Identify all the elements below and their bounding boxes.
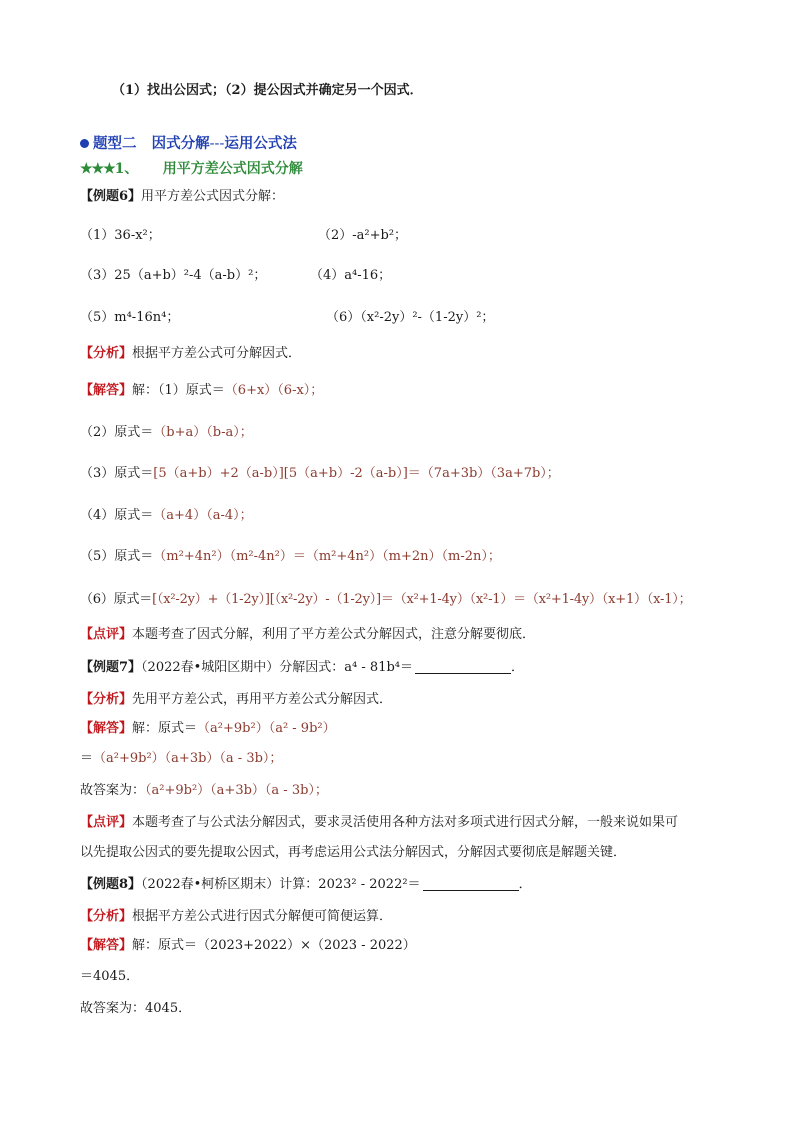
final-lead: 故答案为： — [80, 783, 146, 798]
answer-value: （m²+4n²）（m²-4n²）＝（m²+4n²）（m+2n）（m-2n）； — [153, 549, 501, 564]
answer-lead: 解：原式＝ — [132, 721, 198, 736]
instruction-line: （1）找出公因式；（2）提公因式并确定另一个因式． — [112, 83, 423, 98]
answer-blank[interactable] — [423, 876, 519, 891]
section-heading — [80, 135, 297, 153]
ex7-comment-1 — [80, 814, 678, 832]
answer-tag: 【解答】 — [80, 938, 133, 953]
ex8-answer-1 — [80, 937, 416, 955]
final-value: （a²+9b²）（a+3b）（a - 3b）； — [145, 783, 328, 798]
example6-prompt: 用平方差公式因式分解： — [141, 189, 285, 204]
comment-text: 本题考查了与公式法分解因式，要求灵活使用各种方法对多项式进行因式分解，一般来说如果可 — [132, 815, 679, 830]
analysis-text: 先用平方差公式，再用平方差公式分解因式． — [132, 692, 393, 707]
example7-end: ． — [511, 660, 525, 675]
ex6-answer-1 — [80, 382, 323, 400]
subsection-title: 用平方差公式因式分解 — [162, 161, 303, 177]
ex6-answer-2 — [80, 424, 253, 442]
subsection-number: 1、 — [114, 161, 139, 177]
answer-value: [（x²-2y）+（1-2y）][（x²-2y）-（1-2y）]＝（x²+1-4y）（x²-1）＝（x²+1-4y）（x+1）（x-1）； — [152, 592, 692, 607]
example7-source: （2022春•城阳区期中）分解因式：a⁴ - 81b⁴＝ — [141, 660, 413, 675]
section-prefix: 题型二 — [93, 135, 137, 152]
ex6-item-5: （5）m⁴-16n⁴； — [80, 310, 180, 325]
answer-lead: ＝ — [80, 751, 94, 766]
ex6-analysis — [80, 345, 301, 363]
answer-tag: 【解答】 — [80, 721, 133, 736]
example8-source: （2022春•柯桥区期末）计算：2023² - 2022²＝ — [141, 877, 421, 892]
bullet-dot-icon — [80, 139, 89, 148]
example8-tag: 【例题8】 — [80, 877, 142, 892]
ex7-answer-1 — [80, 720, 336, 738]
example7-header — [80, 659, 524, 677]
ex6-answer-6 — [80, 591, 691, 609]
ex6-item-2: （2）-a²+b²； — [318, 228, 408, 243]
answer-lead: （4）原式＝ — [80, 508, 154, 523]
ex6-answer-3 — [80, 465, 560, 483]
analysis-tag: 【分析】 — [80, 346, 133, 361]
ex7-answer-2 — [80, 750, 282, 768]
ex8-answer-2: ＝4045． — [80, 969, 140, 984]
section-title: 因式分解 — [151, 135, 210, 152]
comment-tag: 【点评】 — [80, 627, 133, 642]
analysis-tag: 【分析】 — [80, 692, 133, 707]
answer-value: （a²+9b²）（a² - 9b²） — [197, 721, 336, 736]
example6-header — [80, 188, 284, 206]
ex8-final: 故答案为：4045． — [80, 1001, 192, 1016]
ex6-item-6: （6）（x²-2y）²-（1-2y）²； — [326, 310, 495, 325]
answer-lead: （3）原式＝ — [80, 466, 154, 481]
answer-lead: 解：（1）原式＝ — [132, 383, 225, 398]
subsection-heading — [80, 160, 303, 178]
ex6-item-1: （1）36-x²； — [80, 228, 161, 243]
ex6-answer-5 — [80, 548, 501, 566]
answer-blank[interactable] — [415, 659, 511, 674]
answer-tag: 【解答】 — [80, 383, 133, 398]
ex8-analysis — [80, 908, 392, 926]
analysis-text: 根据平方差公式可分解因式． — [132, 346, 302, 361]
analysis-text: 根据平方差公式进行因式分解便可简便运算． — [132, 909, 393, 924]
answer-value: （a+4）（a-4）； — [153, 508, 253, 523]
answer-lead: （2）原式＝ — [80, 425, 154, 440]
section-title2: 运用公式法 — [224, 135, 297, 152]
star-rating-icon: ★★★ — [80, 161, 115, 177]
example8-end: ． — [518, 877, 532, 892]
ex7-analysis — [80, 691, 392, 709]
ex6-answer-4 — [80, 507, 253, 525]
example8-header — [80, 876, 532, 894]
example6-tag: 【例题6】 — [80, 189, 142, 204]
ex7-final — [80, 782, 328, 800]
example7-tag: 【例题7】 — [80, 660, 142, 675]
ex6-item-4: （4）a⁴-16； — [310, 268, 392, 283]
comment-tag: 【点评】 — [80, 815, 133, 830]
answer-value: （b+a）（b-a）； — [153, 425, 253, 440]
ex7-comment-2: 以先提取公因式的要先提取公因式，再考虑运用公式法分解因式，分解因式要彻底是解题关键． — [80, 845, 627, 860]
comment-text: 本题考查了因式分解，利用了平方差公式分解因式，注意分解要彻底． — [132, 627, 536, 642]
section-dash: --- — [209, 136, 225, 152]
answer-value: （a²+9b²）（a+3b）（a - 3b）； — [93, 751, 283, 766]
ex6-item-3: （3）25（a+b）²-4（a-b）²； — [80, 268, 267, 283]
answer-value: （6+x）（6-x）； — [224, 383, 324, 398]
answer-lead: （6）原式＝ — [80, 592, 153, 607]
answer-lead: （5）原式＝ — [80, 549, 154, 564]
ex6-comment — [80, 626, 535, 644]
answer-value: [5（a+b）+2（a-b）][5（a+b）-2（a-b）]＝（7a+3b）（3a+7b）； — [153, 466, 560, 481]
answer-lead: 解：原式＝（2023+2022）×（2023 - 2022） — [132, 938, 416, 953]
analysis-tag: 【分析】 — [80, 909, 133, 924]
